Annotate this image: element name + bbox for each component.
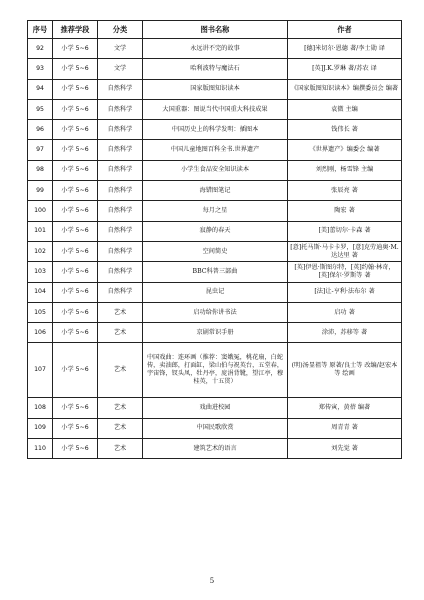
cell-stage: 小学 5~6 [53, 79, 98, 99]
cell-stage: 小学 5~6 [53, 140, 98, 160]
cell-author: 周青青 著 [288, 418, 402, 438]
cell-category: 自然科学 [98, 140, 143, 160]
cell-number: 101 [28, 221, 53, 241]
cell-category: 艺术 [98, 398, 143, 418]
cell-title: 建筑艺术的语言 [143, 439, 288, 459]
table-row [28, 398, 402, 418]
cell-title: 永远讲不完的故事 [143, 39, 288, 59]
cell-category: 艺术 [98, 323, 143, 343]
table-row [28, 343, 402, 398]
cell-number: 95 [28, 99, 53, 119]
header-stage: 推荐学段 [53, 21, 98, 39]
cell-stage: 小学 5~6 [53, 418, 98, 438]
book-list-table [27, 20, 402, 459]
table-row [28, 39, 402, 59]
cell-category: 自然科学 [98, 201, 143, 221]
cell-author: 郑传寅，黄蓓 编著 [288, 398, 402, 418]
header-row [28, 21, 402, 39]
cell-number: 106 [28, 323, 53, 343]
header-number: 序号 [28, 21, 53, 39]
cell-number: 102 [28, 241, 53, 261]
table-header [28, 21, 402, 39]
cell-category: 艺术 [98, 302, 143, 322]
cell-author: 《国家版图知识读本》编撰委员会 编著 [288, 79, 402, 99]
cell-stage: 小学 5~6 [53, 181, 98, 201]
cell-author: 袁微 主编 [288, 99, 402, 119]
cell-stage: 小学 5~6 [53, 262, 98, 282]
cell-author: 陶宏 著 [288, 201, 402, 221]
cell-title: 中国民歌欣赏 [143, 418, 288, 438]
cell-author: 《世界遗产》编委会 编著 [288, 140, 402, 160]
cell-title: 哈利波特与魔法石 [143, 59, 288, 79]
cell-category: 自然科学 [98, 262, 143, 282]
cell-stage: 小学 5~6 [53, 120, 98, 140]
cell-number: 103 [28, 262, 53, 282]
cell-category: 艺术 [98, 343, 143, 398]
cell-stage: 小学 5~6 [53, 439, 98, 459]
cell-stage: 小学 5~6 [53, 221, 98, 241]
table-row [28, 160, 402, 180]
cell-stage: 小学 5~6 [53, 59, 98, 79]
table-row [28, 59, 402, 79]
cell-author: 张辰亮 著 [288, 181, 402, 201]
header-author: 作者 [288, 21, 402, 39]
cell-title: 昆虫记 [143, 282, 288, 302]
cell-stage: 小学 5~6 [53, 302, 98, 322]
cell-author: [德]米切尔·恩德 著/李士勋 译 [288, 39, 402, 59]
cell-category: 自然科学 [98, 99, 143, 119]
cell-number: 99 [28, 181, 53, 201]
table-row [28, 201, 402, 221]
table-row [28, 79, 402, 99]
cell-title: 启功给你讲书法 [143, 302, 288, 322]
cell-author: 涂沛，苏移等 著 [288, 323, 402, 343]
cell-author: [英]J.K.罗琳 著/苏农 译 [288, 59, 402, 79]
cell-number: 100 [28, 201, 53, 221]
cell-category: 文学 [98, 39, 143, 59]
table-row [28, 221, 402, 241]
cell-stage: 小学 5~6 [53, 160, 98, 180]
cell-title: 空间简史 [143, 241, 288, 261]
table-body [28, 39, 402, 459]
cell-number: 105 [28, 302, 53, 322]
table-row [28, 262, 402, 282]
cell-stage: 小学 5~6 [53, 343, 98, 398]
page-number: 5 [209, 577, 215, 585]
cell-category: 自然科学 [98, 221, 143, 241]
table-row [28, 99, 402, 119]
cell-number: 110 [28, 439, 53, 459]
table-row [28, 282, 402, 302]
cell-title: 京剧常识手册 [143, 323, 288, 343]
table-row [28, 302, 402, 322]
cell-number: 93 [28, 59, 53, 79]
cell-author: 钱伟长 著 [288, 120, 402, 140]
cell-title: 每月之星 [143, 201, 288, 221]
cell-author: [英]伊恩·斯图尔特，[英]约翰·林奇，[英]保尔·罗斯等 著 [288, 262, 402, 282]
cell-author: [美]蕾切尔·卡森 著 [288, 221, 402, 241]
cell-title: 中国历史上的科学发明：插图本 [143, 120, 288, 140]
cell-number: 92 [28, 39, 53, 59]
cell-number: 108 [28, 398, 53, 418]
cell-number: 104 [28, 282, 53, 302]
cell-category: 自然科学 [98, 79, 143, 99]
cell-author: (明)汤显祖等 原著/良士等 改编/赵宏本等 绘画 [288, 343, 402, 398]
cell-number: 109 [28, 418, 53, 438]
cell-author: 启功 著 [288, 302, 402, 322]
cell-number: 98 [28, 160, 53, 180]
table-row [28, 323, 402, 343]
table-row [28, 418, 402, 438]
cell-stage: 小学 5~6 [53, 99, 98, 119]
cell-category: 艺术 [98, 439, 143, 459]
cell-number: 97 [28, 140, 53, 160]
cell-author: [法]让-亨利·法布尔 著 [288, 282, 402, 302]
cell-stage: 小学 5~6 [53, 282, 98, 302]
cell-category: 文学 [98, 59, 143, 79]
header-category: 分类 [98, 21, 143, 39]
table-row [28, 241, 402, 261]
cell-title: 寂静的春天 [143, 221, 288, 241]
cell-title: 中国儿童地图百科全书.世界遗产 [143, 140, 288, 160]
cell-category: 自然科学 [98, 160, 143, 180]
header-title: 图书名称 [143, 21, 288, 39]
cell-number: 94 [28, 79, 53, 99]
cell-number: 107 [28, 343, 53, 398]
cell-title: 小学生食品安全知识读本 [143, 160, 288, 180]
cell-category: 自然科学 [98, 282, 143, 302]
cell-title: 国家版图知识读本 [143, 79, 288, 99]
cell-stage: 小学 5~6 [53, 39, 98, 59]
cell-category: 自然科学 [98, 181, 143, 201]
cell-title: 大国重器：图说当代中国重大科技成果 [143, 99, 288, 119]
cell-stage: 小学 5~6 [53, 201, 98, 221]
table-row [28, 140, 402, 160]
cell-title: 海错图笔记 [143, 181, 288, 201]
table-row [28, 120, 402, 140]
cell-author: [意]托马斯·马卡卡罗，[意]克劳迪奥·M.达达里 著 [288, 241, 402, 261]
table-row [28, 439, 402, 459]
cell-stage: 小学 5~6 [53, 241, 98, 261]
cell-title: BBC科普三部曲 [143, 262, 288, 282]
cell-category: 自然科学 [98, 241, 143, 261]
cell-stage: 小学 5~6 [53, 323, 98, 343]
cell-author: 刘烈刚，杨雪锋 主编 [288, 160, 402, 180]
cell-category: 自然科学 [98, 120, 143, 140]
table-row [28, 181, 402, 201]
cell-category: 艺术 [98, 418, 143, 438]
cell-title: 戏曲进校园 [143, 398, 288, 418]
cell-author: 刘先觉 著 [288, 439, 402, 459]
cell-stage: 小学 5~6 [53, 398, 98, 418]
cell-title: 中国戏曲：连环画（推荐：窦娥冤，桃花扇，白蛇传，卖油郎，打面缸，梁山伯与祝英台，五堂春，宇宙锋，钗头凤，牡丹亭，庞涓背靴，望江亭，穆桂英，十五贯） [143, 343, 288, 398]
cell-number: 96 [28, 120, 53, 140]
